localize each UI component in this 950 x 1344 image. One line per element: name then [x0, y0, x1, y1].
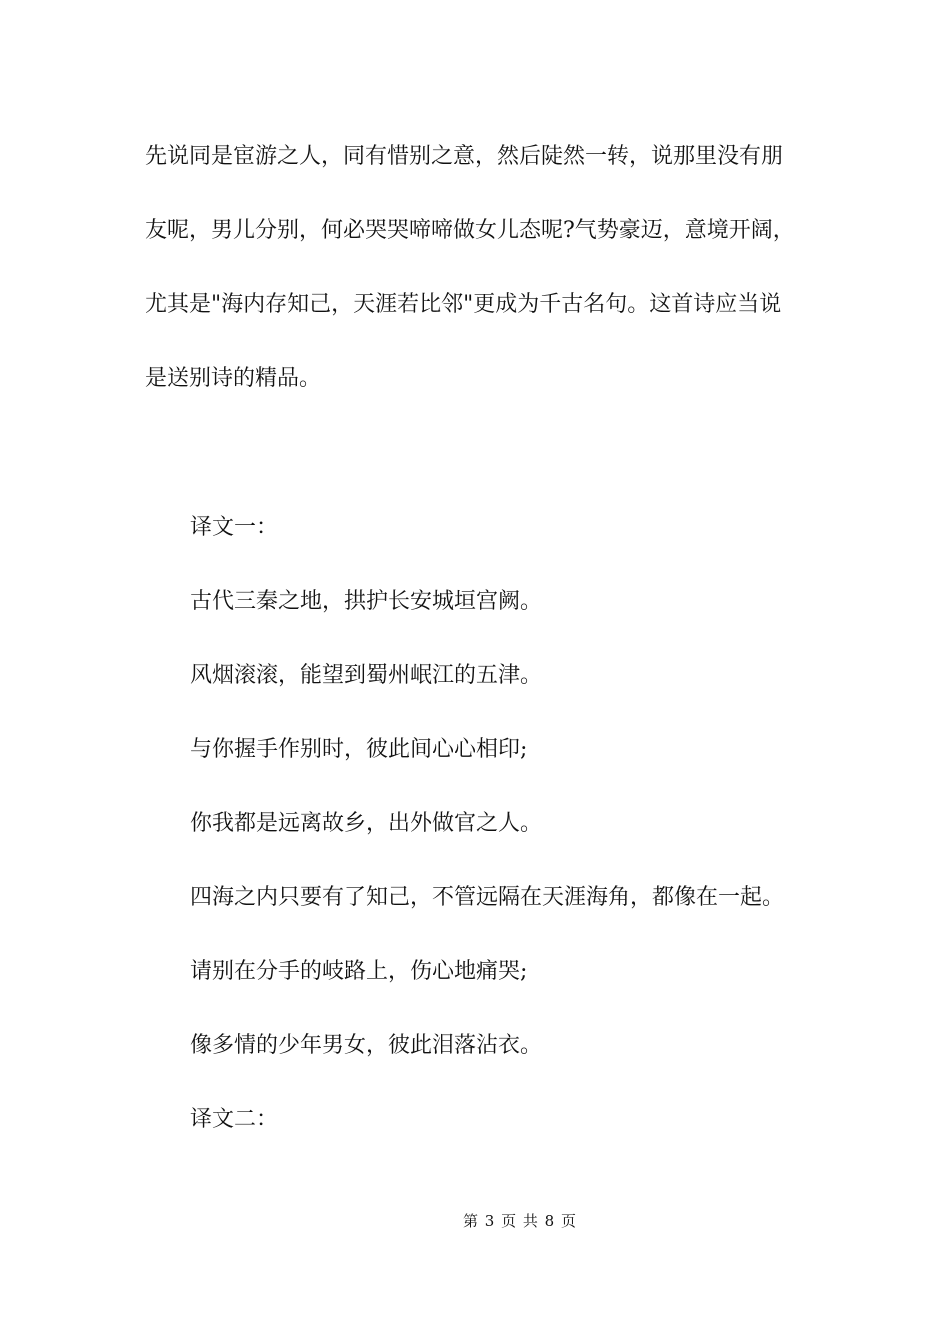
- translation1-line-4: 你我都是远离故乡，出外做官之人。: [190, 811, 543, 836]
- translation1-line-2: 风烟滚滚，能望到蜀州岷江的五津。: [190, 663, 543, 688]
- translation1-line-1: 古代三秦之地，拱护长安城垣宫阙。: [190, 589, 543, 614]
- translation1-line-3: 与你握手作别时，彼此间心心相印;: [190, 737, 528, 762]
- paragraph-line-4: 是送别诗的精品。: [145, 366, 322, 391]
- paragraph-line-3: 尤其是"海内存知己，天涯若比邻"更成为千古名句。这首诗应当说: [145, 292, 782, 317]
- paragraph-line-2: 友呢，男儿分别，何必哭哭啼啼做女儿态呢?气势豪迈，意境开阔，: [145, 218, 795, 243]
- translation1-line-7: 像多情的少年男女，彼此泪落沾衣。: [190, 1033, 543, 1058]
- paragraph-line-1: 先说同是宦游之人，同有惜别之意，然后陡然一转，说那里没有朋: [145, 144, 784, 169]
- translation1-line-5: 四海之内只要有了知己，不管远隔在天涯海角，都像在一起。: [190, 885, 785, 910]
- page-number-footer: 第 3 页 共 8 页: [463, 1212, 577, 1230]
- translation2-heading: 译文二：: [190, 1107, 279, 1132]
- translation1-heading: 译文一：: [190, 515, 279, 540]
- translation1-line-6: 请别在分手的岐路上，伤心地痛哭;: [190, 959, 528, 984]
